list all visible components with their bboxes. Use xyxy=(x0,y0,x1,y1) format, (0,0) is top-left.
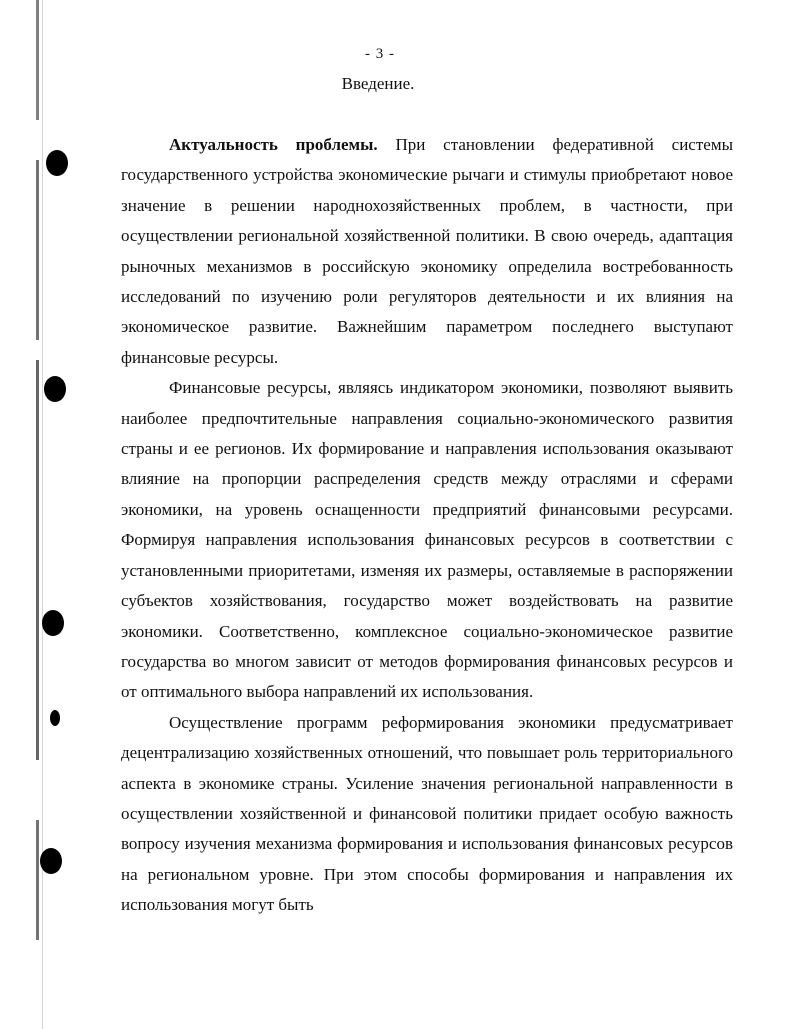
binder-hole-3 xyxy=(42,610,64,636)
binder-hole-4 xyxy=(40,848,62,874)
paragraph-3 xyxy=(121,708,733,921)
binder-hole-1 xyxy=(46,150,68,176)
paragraph-1 xyxy=(121,130,733,373)
binder-hole-5 xyxy=(50,710,60,726)
paragraph-text: При становлении федеративной системы государственного устройства экономические рычаги и стимулы приобретают новое значение в решении народнохозяйственных проблем, в частности, при осуществлении региональной хозяйственной политики. В свою очередь, адаптация рыночных механизмов в российскую экономику определила востребованность исследований по изучению роли регуляторов деятельности и их влияния на экономическое развитие. Важнейшим параметром последнего выступают финансовые ресурсы. xyxy=(121,135,733,367)
page-number: - 3 - xyxy=(365,46,395,62)
paragraph-2 xyxy=(121,373,733,707)
paragraph-text: Осуществление программ реформирования экономики предусматривает децентрализацию хозяйственных отношений, что повышает роль территориального аспекта в экономике страны. Усиление значения региональной направленности в осуществлении хозяйственной и финансовой политики придает особую важность вопросу изучения механизма формирования и использования финансовых ресурсов на региональном уровне. При этом способы формирования и направления их использования могут быть xyxy=(121,712,733,915)
scan-edge-line xyxy=(36,0,39,1029)
document-body xyxy=(121,130,733,921)
binder-hole-2 xyxy=(44,376,66,402)
paragraph-text: Финансовые ресурсы, являясь индикатором экономики, позволяют выявить наиболее предпочтительные направления социально-экономического развития страны и ее регионов. Их формирование и направления использования оказывают влияние на пропорции распределения средств между отраслями и сферами экономики, на уровень оснащенности предприятий финансовыми ресурсами. Формируя направления использования финансовых ресурсов в соответствии с установленными приоритетами, изменяя их размеры, оставляемые в распоряжении субъектов хозяйствования, государство может воздействовать на развитие экономики. Соответственно, комплексное социально-экономическое развитие государства во многом зависит от методов формирования финансовых ресурсов и от оптимального выбора направлений их использования. xyxy=(121,378,733,702)
page-title: Введение. xyxy=(341,74,415,93)
scan-edge-line-faint xyxy=(42,0,43,1029)
paragraph-lead: Актуальность проблемы. xyxy=(169,135,378,154)
